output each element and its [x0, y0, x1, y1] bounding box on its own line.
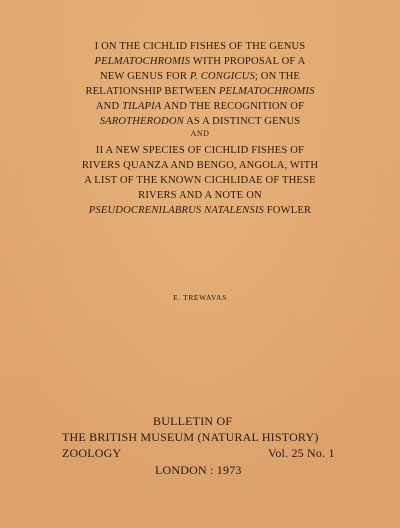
series-name: ZOOLOGY: [62, 446, 122, 460]
part-two-line-4: RIVERS AND A NOTE ON: [138, 190, 262, 201]
part-one-line-5: [40, 99, 360, 114]
part-one-line-6: [40, 114, 360, 129]
part-one-line-3-start: NEW GENUS FOR: [99, 71, 190, 82]
part-two-title: [40, 143, 360, 218]
and-separator: AND: [190, 129, 210, 138]
part-one-line-2-rest: WITH PROPOSAL OF A: [190, 56, 306, 67]
part-one-line-4-start: RELATIONSHIP BETWEEN: [85, 86, 219, 97]
part-two-line-5: [40, 203, 360, 218]
part-two-line-3: A LIST OF THE KNOWN CICHLIDAE OF THESE: [84, 175, 316, 186]
author-name: E. TREWAVAS: [173, 293, 227, 302]
genus-tilapia: TILAPIA: [122, 101, 162, 112]
part-one-line-6-end: AS A DISTINCT GENUS: [183, 116, 301, 127]
imprint-line: LONDON : 1973: [155, 463, 242, 477]
part-two-line-1: II A NEW SPECIES OF CICHLID FISHES OF: [95, 145, 305, 156]
part-one-line-3: [40, 69, 360, 84]
part-one-line-2: [40, 54, 360, 69]
genus-sarotherodon: SAROTHERODON: [99, 116, 184, 127]
part-two-line-5-end: FOWLER: [263, 205, 312, 216]
genus-pelmatochromis-2: PELMATOCHROMIS: [218, 86, 315, 97]
species-p-congicus: P. CONGICUS: [189, 71, 255, 82]
part-one-title: [40, 39, 360, 129]
part-one-line-3-end: ; ON THE: [254, 71, 301, 82]
bulletin-label: BULLETIN OF: [153, 414, 233, 428]
part-one-line-5-start: AND: [95, 101, 123, 112]
part-one-line-4: [40, 84, 360, 99]
museum-name: THE BRITISH MUSEUM (NATURAL HISTORY): [62, 430, 319, 444]
species-pseudocrenilabrus-natalensis: PSEUDOCRENILABRUS NATALENSIS: [88, 205, 264, 216]
part-one-line-5-end: AND THE RECOGNITION OF: [161, 101, 305, 112]
genus-pelmatochromis: PELMATOCHROMIS: [94, 56, 191, 67]
part-two-line-2: RIVERS QUANZA AND BENGO, ANGOLA, WITH: [81, 160, 319, 171]
part-one-line-1: I ON THE CICHLID FISHES OF THE GENUS: [94, 41, 306, 52]
volume-number: Vol. 25 No. 1: [268, 446, 335, 460]
